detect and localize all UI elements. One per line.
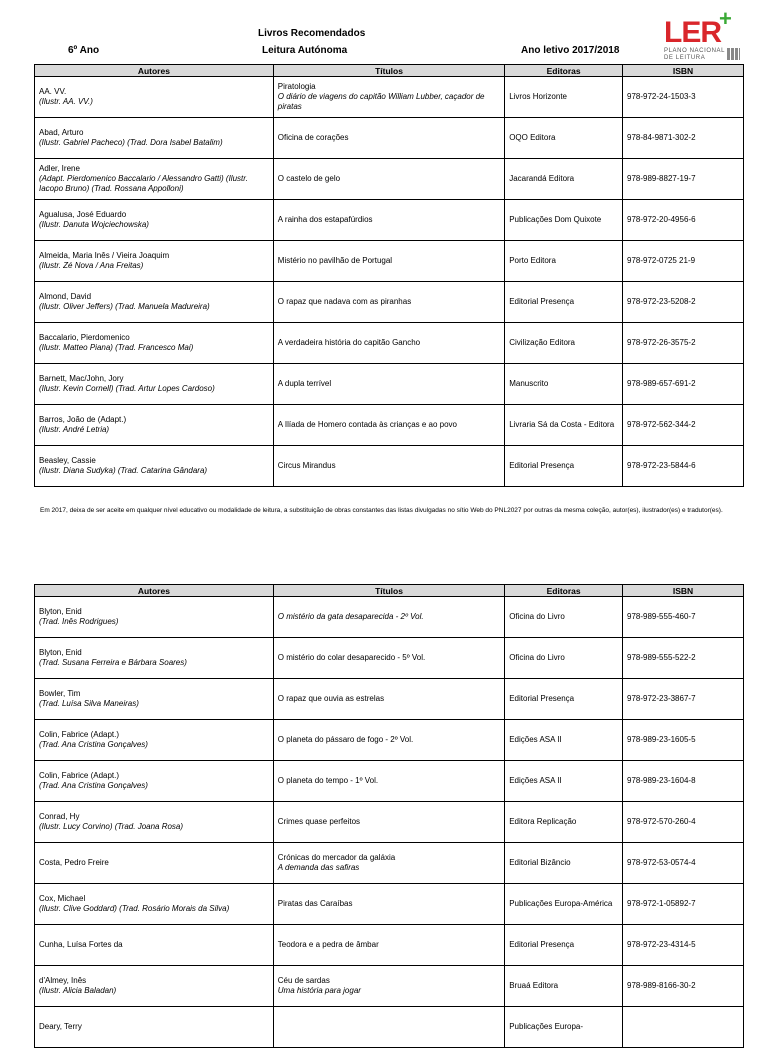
book-title: Mistério no pavilhão de Portugal (277, 256, 393, 265)
publisher-name: Editora Replicação (509, 817, 577, 826)
author-name: Barros, João de (Adapt.) (39, 415, 127, 424)
author-credits: (Ilustr. Alicia Baladan) (39, 986, 117, 995)
author-cell (35, 679, 274, 720)
author-cell (35, 241, 274, 282)
author-credits: (Ilustr. AA. VV.) (39, 97, 93, 106)
publisher-cell (505, 597, 623, 638)
book-title: Crónicas do mercador da galáxia (277, 853, 396, 862)
title-cell (273, 323, 504, 364)
book-title: Circus Mirandus (277, 461, 336, 470)
author-name: Beasley, Cassie (39, 456, 96, 465)
title-cell (273, 925, 504, 966)
title-cell (273, 159, 504, 200)
isbn-cell (623, 925, 744, 966)
table-row (35, 761, 744, 802)
isbn-cell (623, 679, 744, 720)
table-row (35, 884, 744, 925)
publisher-cell (505, 364, 623, 405)
isbn-value: 978-989-23-1604-8 (627, 776, 696, 785)
author-credits: (Ilustr. Clive Goddard) (Trad. Rosário Morais da Silva) (39, 904, 230, 913)
substitution-note: Em 2017, deixa de ser aceite em qualquer nível educativo ou modalidade de leitura, a substituição de obras constantes das listas divulgadas no sítio Web do PNL2027 por outras da mesma coleção, autor(es), ilustrador(es) e tradutor(es). (40, 507, 723, 514)
logo-plus-icon: + (719, 6, 732, 31)
isbn-cell (623, 638, 744, 679)
book-title: Piratologia (277, 82, 316, 91)
isbn-value: 978-972-562-344-2 (627, 420, 696, 429)
col-publishers: Editoras (505, 585, 623, 597)
author-name: Colin, Fabrice (Adapt.) (39, 771, 120, 780)
author-cell (35, 966, 274, 1007)
col-authors: Autores (35, 65, 274, 77)
publisher-name: Oficina do Livro (509, 612, 565, 621)
author-cell (35, 720, 274, 761)
logo-brand: LER (664, 16, 721, 49)
isbn-cell (623, 1007, 744, 1048)
isbn-value: 978-972-23-5208-2 (627, 297, 696, 306)
publisher-cell (505, 405, 623, 446)
publisher-cell (505, 884, 623, 925)
author-credits: (Trad. Ana Cristina Gonçalves) (39, 740, 148, 749)
table-row (35, 282, 744, 323)
col-publishers: Editoras (505, 65, 623, 77)
publisher-name: Publicações Europa-América (509, 899, 613, 908)
author-credits: (Trad. Susana Ferreira e Bárbara Soares) (39, 658, 187, 667)
table-row (35, 1007, 744, 1048)
publisher-cell (505, 966, 623, 1007)
logo-line2: DE LEITURA (664, 55, 706, 61)
author-credits: (Ilustr. André Letria) (39, 425, 110, 434)
publisher-cell (505, 323, 623, 364)
publisher-cell (505, 159, 623, 200)
author-name: Barnett, Mac/John, Jory (39, 374, 124, 383)
title-cell (273, 720, 504, 761)
author-cell (35, 77, 274, 118)
table-row (35, 638, 744, 679)
isbn-value: 978-972-0725 21-9 (627, 256, 696, 265)
title-cell (273, 118, 504, 159)
publisher-cell (505, 638, 623, 679)
publisher-name: Livraria Sá da Costa - Editora (509, 420, 615, 429)
pnl-logo (664, 6, 744, 66)
author-cell (35, 638, 274, 679)
publisher-cell (505, 118, 623, 159)
author-name: d'Almey, Inês (39, 976, 87, 985)
author-credits: (Ilustr. Lucy Corvino) (Trad. Joana Rosa) (39, 822, 184, 831)
publisher-cell (505, 241, 623, 282)
logo-line1: PLANO NACIONAL (664, 48, 726, 54)
publisher-cell (505, 802, 623, 843)
author-cell (35, 1007, 274, 1048)
grade-label: 6º Ano (68, 45, 100, 56)
author-name: AA. VV. (39, 87, 67, 96)
logo-grid-icon (727, 48, 740, 60)
book-subtitle: A demanda das safiras (277, 863, 360, 872)
isbn-value: 978-989-8827-19-7 (627, 174, 696, 183)
publisher-cell (505, 925, 623, 966)
isbn-cell (623, 241, 744, 282)
isbn-cell (623, 761, 744, 802)
book-title: Céu de sardas (277, 976, 330, 985)
author-credits: (Ilustr. Zé Nova / Ana Freitas) (39, 261, 144, 270)
author-name: Almond, David (39, 292, 92, 301)
table-row (35, 720, 744, 761)
isbn-cell (623, 282, 744, 323)
author-credits: (Ilustr. Diana Sudyka) (Trad. Catarina Gândara) (39, 466, 208, 475)
book-title: Oficina de corações (277, 133, 349, 142)
author-credits: (Ilustr. Gabriel Pacheco) (Trad. Dora Isabel Batalim) (39, 138, 223, 147)
table-row (35, 364, 744, 405)
author-credits: (Trad. Inês Rodrigues) (39, 617, 119, 626)
title-cell (273, 405, 504, 446)
col-titles: Títulos (273, 65, 504, 77)
isbn-cell (623, 884, 744, 925)
author-name: Bowler, Tim (39, 689, 81, 698)
isbn-cell (623, 966, 744, 1007)
book-title: O rapaz que ouvia as estrelas (277, 694, 385, 703)
author-credits: (Ilustr. Kevin Cornell) (Trad. Artur Lopes Cardoso) (39, 384, 215, 393)
book-title: O castelo de gelo (277, 174, 341, 183)
table-row (35, 446, 744, 487)
author-cell (35, 843, 274, 884)
isbn-cell (623, 802, 744, 843)
author-name: Almeida, Maria Inês / Vieira Joaquim (39, 251, 170, 260)
isbn-value: 978-989-555-522-2 (627, 653, 696, 662)
isbn-value: 978-972-23-5844-6 (627, 461, 696, 470)
isbn-cell (623, 323, 744, 364)
publisher-name: Edições ASA II (509, 735, 562, 744)
publisher-cell (505, 446, 623, 487)
table-header-row (35, 65, 744, 77)
table-row (35, 966, 744, 1007)
page-subtitle: Leitura Autónoma (262, 45, 348, 56)
book-title: Piratas das Caraíbas (277, 899, 353, 908)
author-credits: (Ilustr. Matteo Piana) (Trad. Francesco Mai) (39, 343, 194, 352)
col-titles: Títulos (273, 585, 504, 597)
publisher-name: Edições ASA II (509, 776, 562, 785)
table-row (35, 118, 744, 159)
title-cell (273, 282, 504, 323)
publisher-cell (505, 761, 623, 802)
author-credits: (Ilustr. Danuta Wojciechowska) (39, 220, 149, 229)
publisher-name: Editorial Presença (509, 694, 575, 703)
title-cell (273, 761, 504, 802)
author-name: Cox, Michael (39, 894, 86, 903)
isbn-value: 978-972-26-3575-2 (627, 338, 696, 347)
author-name: Agualusa, José Eduardo (39, 210, 127, 219)
isbn-cell (623, 446, 744, 487)
col-isbn: ISBN (623, 585, 744, 597)
author-name: Conrad, Hy (39, 812, 80, 821)
isbn-value: 978-972-20-4956-6 (627, 215, 696, 224)
table-header-row (35, 585, 744, 597)
book-title: A dupla terrível (277, 379, 332, 388)
table-row (35, 597, 744, 638)
author-cell (35, 282, 274, 323)
title-cell (273, 77, 504, 118)
publisher-name: Manuscrito (509, 379, 549, 388)
author-cell (35, 200, 274, 241)
isbn-value: 978-972-24-1503-3 (627, 92, 696, 101)
title-cell (273, 597, 504, 638)
publisher-cell (505, 200, 623, 241)
title-cell (273, 884, 504, 925)
page-title: Livros Recomendados (258, 28, 366, 39)
table-row (35, 200, 744, 241)
author-cell (35, 405, 274, 446)
book-title: A Ilíada de Homero contada às crianças e ao povo (277, 420, 458, 429)
books-table-2 (34, 584, 744, 1048)
title-cell (273, 364, 504, 405)
isbn-value: 978-972-1-05892-7 (627, 899, 696, 908)
book-title: A verdadeira história do capitão Gancho (277, 338, 421, 347)
author-credits: (Trad. Ana Cristina Gonçalves) (39, 781, 148, 790)
publisher-name: Editorial Presença (509, 297, 575, 306)
author-name: Baccalario, Pierdomenico (39, 333, 130, 342)
isbn-cell (623, 843, 744, 884)
isbn-value: 978-972-23-3867-7 (627, 694, 696, 703)
title-cell (273, 1007, 504, 1048)
table-row (35, 241, 744, 282)
publisher-cell (505, 282, 623, 323)
table-row (35, 323, 744, 364)
isbn-value: 978-989-8166-30-2 (627, 981, 696, 990)
author-cell (35, 761, 274, 802)
col-isbn: ISBN (623, 65, 744, 77)
author-cell (35, 323, 274, 364)
isbn-value: 978-972-570-260-4 (627, 817, 696, 826)
title-cell (273, 241, 504, 282)
author-name: Deary, Terry (39, 1022, 82, 1031)
publisher-name: Jacarandá Editora (509, 174, 575, 183)
title-cell (273, 966, 504, 1007)
book-title: O planeta do tempo - 1º Vol. (277, 776, 379, 785)
title-cell (273, 802, 504, 843)
book-subtitle: O diário de viagens do capitão William Lubber, caçador de piratas (277, 92, 485, 111)
book-title: O mistério do colar desaparecido - 5º Vol. (277, 653, 426, 662)
publisher-name: Porto Editora (509, 256, 556, 265)
table-row (35, 679, 744, 720)
table-row (35, 843, 744, 884)
book-subtitle: O mistério da gata desaparecida - 2º Vol. (277, 612, 424, 621)
table-row (35, 405, 744, 446)
isbn-cell (623, 364, 744, 405)
table-row (35, 802, 744, 843)
publisher-name: Editorial Presença (509, 940, 575, 949)
publisher-cell (505, 720, 623, 761)
book-title: O rapaz que nadava com as piranhas (277, 297, 412, 306)
col-authors: Autores (35, 585, 274, 597)
author-cell (35, 597, 274, 638)
book-title: A rainha dos estapafúrdios (277, 215, 373, 224)
title-cell (273, 843, 504, 884)
publisher-name: Oficina do Livro (509, 653, 565, 662)
author-name: Colin, Fabrice (Adapt.) (39, 730, 120, 739)
author-name: Abad, Arturo (39, 128, 84, 137)
table-row (35, 925, 744, 966)
title-cell (273, 638, 504, 679)
isbn-cell (623, 159, 744, 200)
isbn-cell (623, 720, 744, 761)
isbn-cell (623, 200, 744, 241)
publisher-name: Publicações Europa- (509, 1022, 584, 1031)
isbn-cell (623, 77, 744, 118)
publisher-cell (505, 1007, 623, 1048)
publisher-name: Editorial Bizâncio (509, 858, 571, 867)
title-cell (273, 679, 504, 720)
author-cell (35, 118, 274, 159)
isbn-value: 978-989-23-1605-5 (627, 735, 696, 744)
author-name: Cunha, Luísa Fortes da (39, 940, 123, 949)
isbn-value: 978-989-657-691-2 (627, 379, 696, 388)
author-name: Blyton, Enid (39, 607, 82, 616)
author-name: Adler, Irene (39, 164, 80, 173)
publisher-cell (505, 679, 623, 720)
isbn-cell (623, 597, 744, 638)
author-name: Blyton, Enid (39, 648, 82, 657)
author-cell (35, 446, 274, 487)
book-title: Crimes quase perfeitos (277, 817, 361, 826)
publisher-cell (505, 843, 623, 884)
title-cell (273, 200, 504, 241)
author-credits: (Ilustr. Oliver Jeffers) (Trad. Manuela Madureira) (39, 302, 210, 311)
author-credits: (Trad. Luísa Silva Maneiras) (39, 699, 139, 708)
book-title: Teodora e a pedra de âmbar (277, 940, 379, 949)
author-cell (35, 884, 274, 925)
author-cell (35, 364, 274, 405)
title-cell (273, 446, 504, 487)
isbn-cell (623, 405, 744, 446)
table-row (35, 77, 744, 118)
isbn-value: 978-84-9871-302-2 (627, 133, 696, 142)
publisher-name: Bruaá Editora (509, 981, 559, 990)
isbn-value: 978-989-555-460-7 (627, 612, 696, 621)
author-cell (35, 925, 274, 966)
isbn-value: 978-972-23-4314-5 (627, 940, 696, 949)
isbn-value: 978-972-53-0574-4 (627, 858, 696, 867)
table-row (35, 159, 744, 200)
publisher-name: Livros Horizonte (509, 92, 568, 101)
author-name: Costa, Pedro Freire (39, 858, 109, 867)
book-subtitle: Uma história para jogar (277, 986, 361, 995)
isbn-cell (623, 118, 744, 159)
author-cell (35, 159, 274, 200)
author-credits: (Adapt. Pierdomenico Baccalario / Alessandro Gatti) (Ilustr. Iacopo Bruno) (Trad. Rossana Appolloni) (39, 174, 248, 193)
school-year-label: Ano letivo 2017/2018 (521, 45, 620, 56)
publisher-name: OQO Editora (509, 133, 556, 142)
books-table-1 (34, 64, 744, 487)
publisher-name: Editorial Presença (509, 461, 575, 470)
author-cell (35, 802, 274, 843)
publisher-name: Civilização Editora (509, 338, 576, 347)
publisher-cell (505, 77, 623, 118)
publisher-name: Publicações Dom Quixote (509, 215, 602, 224)
book-title: O planeta do pássaro de fogo - 2º Vol. (277, 735, 414, 744)
